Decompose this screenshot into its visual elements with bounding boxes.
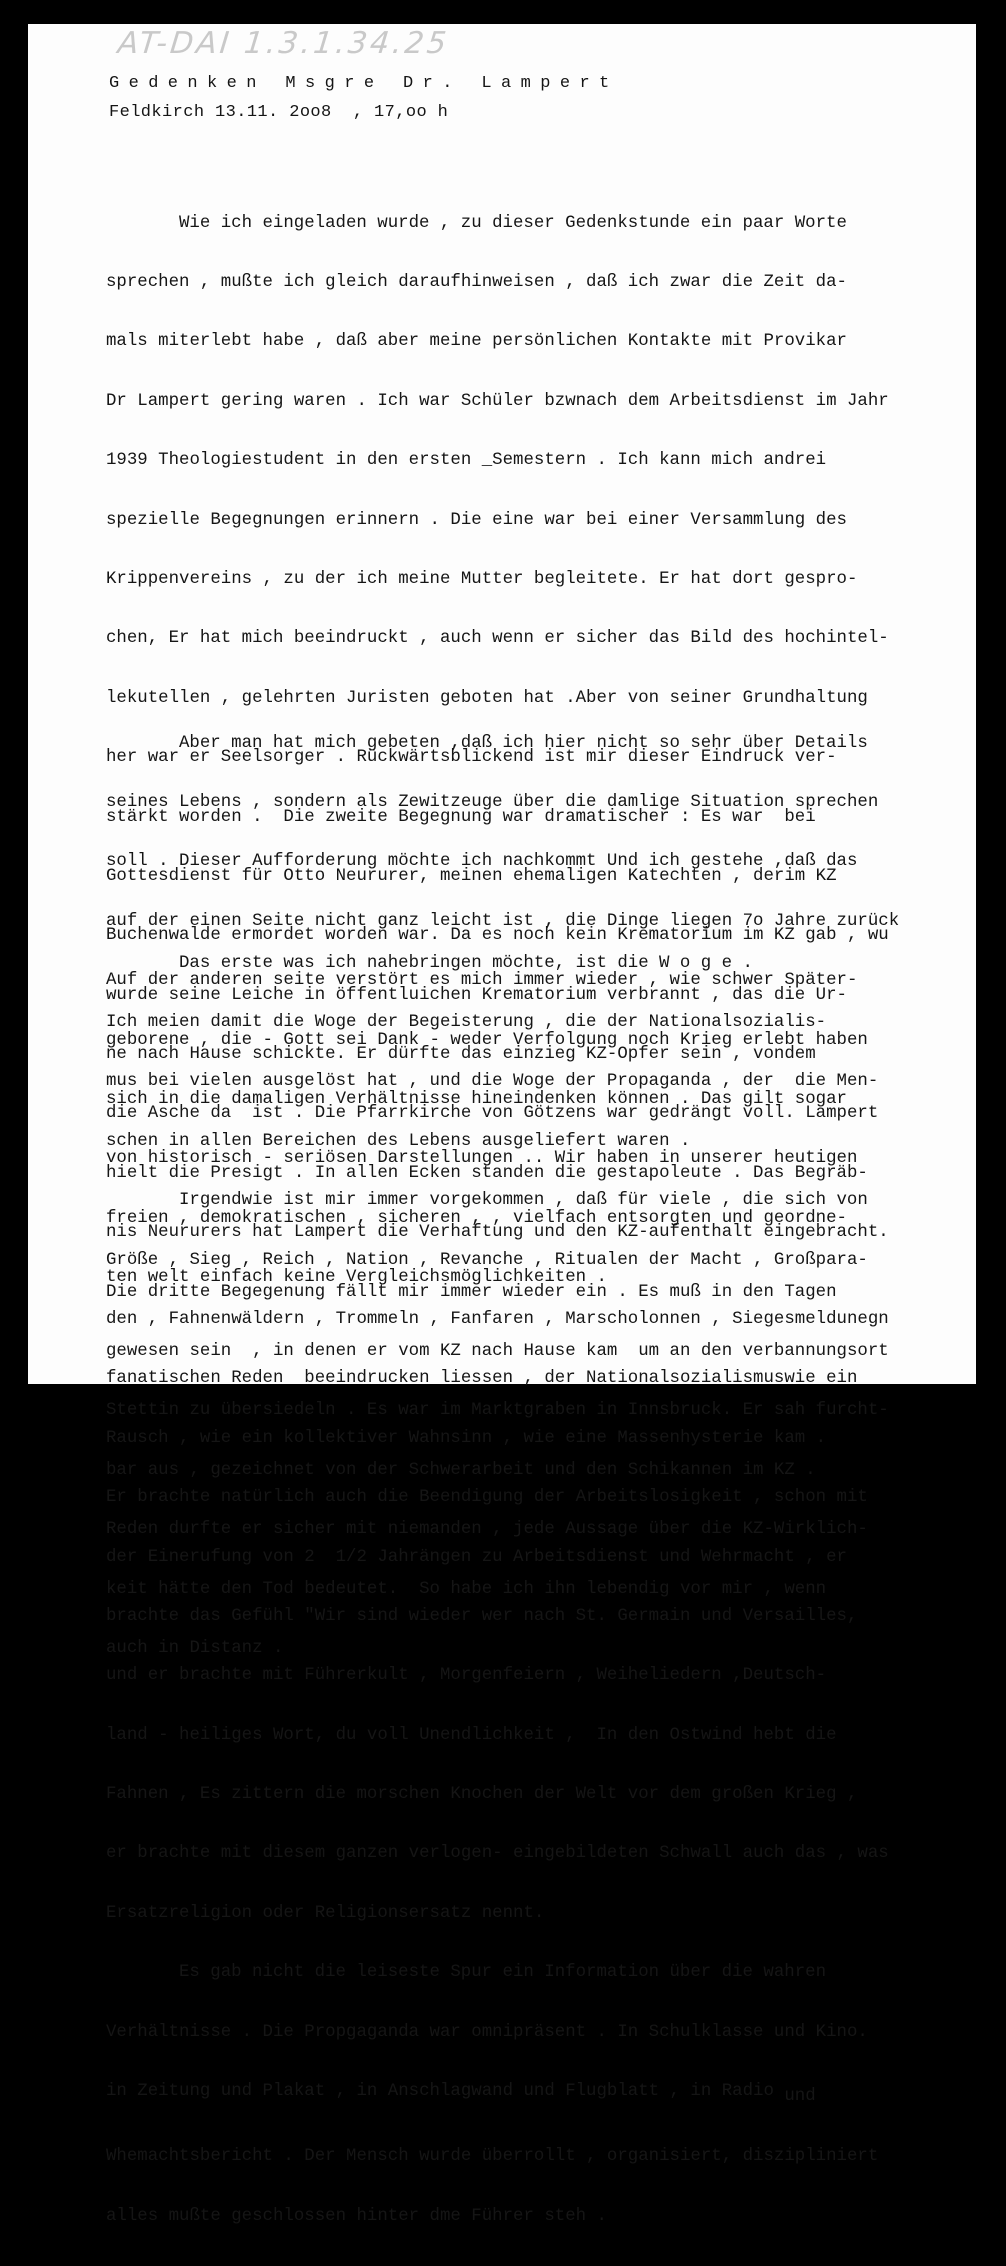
text-line: von historisch - seriösen Darstellungen .. Wir haben in unserer heutigen: [106, 1149, 858, 1169]
text-line: Aber man hat mich gebeten ,daß ich hier nicht so sehr über Details: [179, 733, 868, 753]
text-line: Ich meien damit die Woge der Begeisterung , die der Nationalsozialis-: [106, 1012, 827, 1032]
text-line: den , Fahnenwäldern , Trommeln , Fanfaren , Marscholonnen , Siegesmeldunegn: [106, 1309, 889, 1329]
text-line: soll . Dieser Aufforderung möchte ich nachkommt Und ich gestehe ,daß das: [106, 852, 858, 872]
text-line: mus bei vielen ausgelöst hat , und die Woge der Propaganda , der die Men-: [106, 1072, 879, 1092]
text-line: Whemachtsbericht . Der Mensch wurde überrollt , organisiert, diszipliniert: [106, 2147, 879, 2167]
text-line: alles mußte geschlossen hinter dme Führer steh .: [106, 2206, 607, 2226]
text-line: Das erste was ich nahebringen möchte, ist die W o g e .: [179, 953, 753, 973]
archive-signature: AT-DAI 1.3.1.34.25: [116, 26, 451, 61]
text-line: Krippenvereins , zu der ich meine Mutter begleitete. Er hat dort gespro-: [106, 569, 858, 589]
text-line: geborene , die - Gott sei Dank - weder Verfolgung noch Krieg erlebt haben: [106, 1030, 868, 1050]
text-line: ten welt einfach keine Vergleichsmöglichkeiten .: [106, 1268, 607, 1288]
text-line: nis Neururers hat Lampert die Verhaftung und den KZ-aufenthalt eingebracht.: [106, 1223, 889, 1243]
text-line: die Asche da ist . Die Pfarrkirche von Götzens war gedrängt voll. Lampert: [106, 1104, 879, 1124]
text-line: er brachte mit diesem ganzen verlogen- eingebildeten Schwall auch das , was: [106, 1844, 889, 1864]
text-line: freien , demokratischen , sicheren , , vielfach entsorgten und geordne-: [106, 1208, 847, 1228]
text-line: land - heiliges Wort, du voll Unendlichkeit , In den Ostwind hebt die: [106, 1725, 837, 1745]
text-line: wurde seine Leiche in öffentluichen Krematorium verbrannt , das die Ur-: [106, 985, 847, 1005]
place-date-line: Feldkirch 13.11. 2oo8 , 17,oo h: [109, 103, 449, 122]
text-line: keit hätte den Tod bedeutet. So habe ich ihn lebendig vor mir , wenn: [106, 1579, 827, 1599]
text-line: Ersatzreligion oder Religionsersatz nennt.: [106, 1903, 545, 1923]
text-line: Buchenwalde ermordet worden war. Da es noch kein Krematorium im KZ gab , wu: [106, 926, 889, 946]
text-fragment: in Zeitung und Plakat , in Anschlagwand und Flugblatt , in Radio: [106, 2082, 774, 2102]
text-line: Fahnen , Es zittern die morschen Knochen der Welt vor dem großen Krieg ,: [106, 1785, 858, 1805]
text-line: fanatischen Reden beeindrucken liessen , der Nationalsozialismuswie ein: [106, 1369, 858, 1389]
text-line: Rausch , wie ein kollektiver Wahnsinn , wie eine Massenhysterie kam .: [106, 1428, 827, 1448]
text-line: sich in die damaligen Verhältnisse hineindenken können . Das gilt sogar: [106, 1089, 847, 1109]
text-line: Auf der anderen seite verstört es mich immer wieder , wie schwer Später-: [106, 971, 858, 991]
text-line: Reden durfte er sicher mit niemanden , jede Aussage über die KZ-Wirklich-: [106, 1520, 868, 1540]
text-line: [106, 2082, 1006, 2107]
text-line: gewesen sein , in denen er vom KZ nach Hause kam um an den verbannungsort: [106, 1342, 889, 1362]
text-line: der Einerufung von 2 1/2 Jahrängen zu Arbeitsdienst und Wehrmacht , er: [106, 1547, 847, 1567]
text-line: Irgendwie ist mir immer vorgekommen , daß für viele , die sich von: [179, 1191, 868, 1211]
text-line: Dr Lampert gering waren . Ich war Schüler bzwnach dem Arbeitsdienst im Jahr: [106, 391, 889, 411]
text-fragment: und: [784, 2087, 816, 2107]
text-line: mals miterlebt habe , daß aber meine persönlichen Kontakte mit Provikar: [106, 332, 847, 352]
document-page: [28, 24, 976, 2226]
text-line: auf der einen Seite nicht ganz leicht ist , die Dinge liegen 7o Jahre zurück: [106, 911, 900, 931]
paragraph-3: [106, 911, 1006, 2266]
text-line: schen in allen Bereichen des Lebens ausgeliefert waren .: [106, 1131, 691, 1151]
text-line: bar aus , gezeichnet von der Schwerarbeit und den Schikannen im KZ .: [106, 1460, 816, 1480]
text-line: Wie ich eingeladen wurde , zu dieser Gedenkstunde ein paar Worte: [179, 213, 847, 233]
text-line: Er brachte natürlich auch die Beendigung der Arbeitslosigkeit , schon mit: [106, 1488, 868, 1508]
text-line: und er brachte mit Führerkult , Morgenfeiern , Weiheliedern ,Deutsch-: [106, 1666, 827, 1686]
text-line: Es gab nicht die leiseste Spur ein Information über die wahren: [179, 1963, 827, 1983]
text-line: Gottesdienst für Otto Neururer, meinen ehemaligen Katechten , derim KZ: [106, 866, 837, 886]
text-line: ne nach Hause schickte. Er dürfte das einzieg KZ-Opfer sein , vondem: [106, 1045, 816, 1065]
text-line: lekutellen , gelehrten Juristen geboten hat .Aber von seiner Grundhaltung: [106, 688, 868, 708]
text-line: auch in Distanz .: [106, 1638, 284, 1658]
text-line: her war er Seelsorger . Rückwärtsblickend ist mir dieser Eindruck ver-: [106, 748, 837, 768]
text-line: Größe , Sieg , Reich , Nation , Revanche , Ritualen der Macht , Großpara-: [106, 1250, 868, 1270]
text-line: sprechen , mußte ich gleich daraufhinweisen , daß ich zwar die Zeit da-: [106, 272, 847, 292]
text-line: stärkt worden . Die zweite Begegnung war dramatischer : Es war bei: [106, 807, 816, 827]
text-line: Verhältnisse . Die Propgaganda war omnipräsent . In Schulklasse und Kino.: [106, 2022, 868, 2042]
text-line: chen, Er hat mich beeindruckt , auch wenn er sicher das Bild des hochintel-: [106, 629, 889, 649]
text-line: brachte das Gefühl "Wir sind wieder wer nach St. Germain und Versailles,: [106, 1606, 858, 1626]
document-title: Gedenken Msgre Dr. Lampert: [109, 74, 619, 93]
text-line: spezielle Begegnungen erinnern . Die eine war bei einer Versammlung des: [106, 510, 847, 530]
text-line: Stettin zu übersiedeln . Es war im Marktgraben in Innsbruck. Er sah furcht-: [106, 1401, 889, 1421]
text-line: Die dritte Begegenung fällt mir immer wieder ein . Es muß in den Tagen: [106, 1282, 837, 1302]
text-line: seines Lebens , sondern als Zewitzeuge über die damlige Situation sprechen: [106, 792, 879, 812]
text-line: hielt die Presigt . In allen Ecken standen die gestapoleute . Das Begräb-: [106, 1163, 868, 1183]
text-line: 1939 Theologiestudent in den ersten _Semestern . Ich kann mich andrei: [106, 451, 827, 471]
